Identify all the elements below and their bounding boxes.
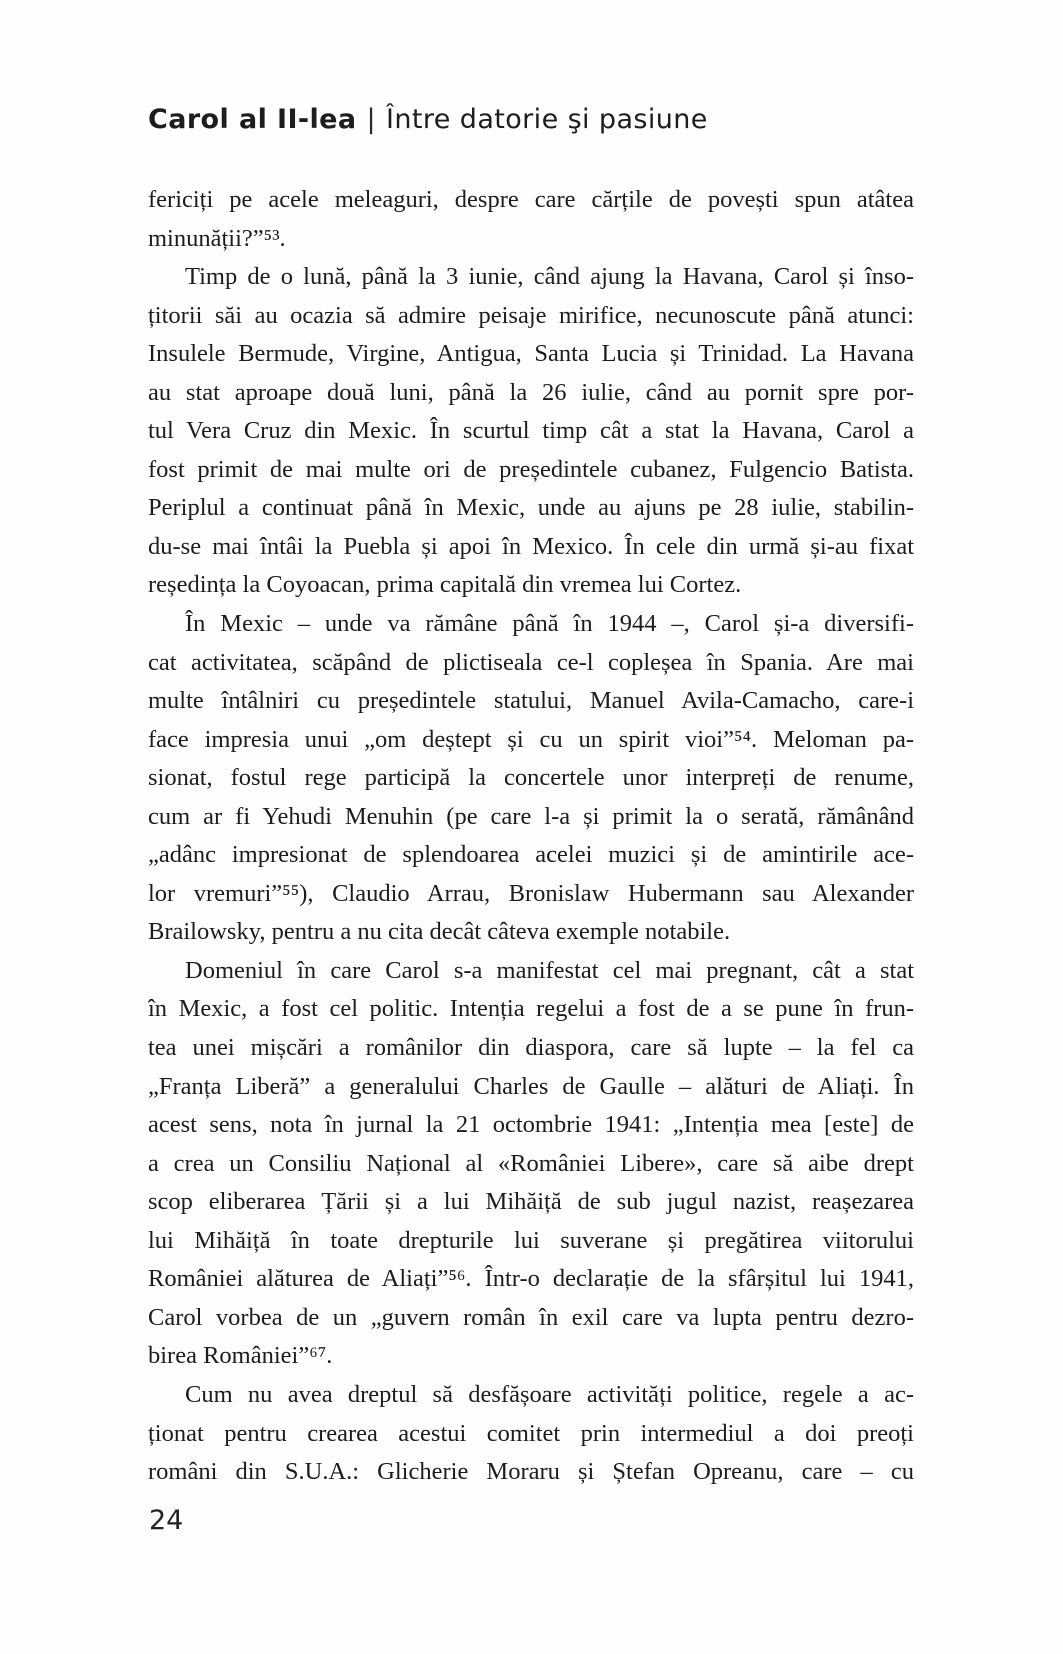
header-title-regular: Între datorie şi pasiune (386, 104, 708, 135)
text-line: „adânc impresionat de splendoarea acelei muzici și de amintirile ace- (148, 841, 914, 869)
text-line: români din S.U.A.: Glicherie Moraru și Ștefan Opreanu, care – cu (148, 1458, 914, 1486)
text-line: lor vremuri”⁵⁵), Claudio Arrau, Bronislaw Hubermann sau Alexander (148, 879, 914, 907)
text-line: Insulele Bermude, Virgine, Antigua, Santa Lucia și Trinidad. La Havana (148, 340, 914, 368)
text-line: „Franța Liberă” a generalului Charles de Gaulle – alături de Aliați. În (148, 1072, 914, 1100)
text-line: tea unei mișcări a românilor din diaspora, care să lupte – la fel ca (148, 1034, 914, 1062)
text-line: Cum nu avea dreptul să desfășoare activități politice, regele a ac- (185, 1380, 914, 1408)
page-number: 24 (149, 1505, 184, 1536)
text-line: sionat, fostul rege participă la concertele unor interpreți de renume, (148, 764, 914, 792)
text-line: du-se mai întâi la Puebla și apoi în Mexico. În cele din urmă și-au fixat (148, 532, 914, 560)
text-line: României alăturea de Aliați”⁵⁶. Într-o declarație de la sfârșitul lui 1941, (148, 1265, 914, 1293)
text-line: acest sens, nota în jurnal la 21 octombrie 1941: „Intenția mea [este] de (148, 1111, 914, 1139)
text-line: tul Vera Cruz din Mexic. În scurtul timp cât a stat la Havana, Carol a (148, 417, 914, 445)
text-line: în Mexic, a fost cel politic. Intenția regelui a fost de a se pune în frun- (148, 995, 914, 1023)
text-line: a crea un Consiliu Național al «României Libere», care să aibe drept (148, 1149, 914, 1177)
text-line: birea României”⁶⁷. (148, 1342, 333, 1370)
text-line: Brailowsky, pentru a nu cita decât câteva exemple notabile. (148, 918, 731, 946)
text-line: cum ar fi Yehudi Menuhin (pe care l-a și primit la o serată, rămânând (148, 802, 914, 830)
text-line: au stat aproape două luni, până la 26 iulie, când au pornit spre por- (148, 378, 914, 406)
text-line: În Mexic – unde va rămâne până în 1944 –, Carol și-a diversifi- (185, 610, 914, 638)
text-line: reședința la Coyoacan, prima capitală din vremea lui Cortez. (148, 571, 742, 599)
text-line: multe întâlniri cu președintele statului, Manuel Avila-Camacho, care-i (148, 687, 914, 715)
header-title-bold: Carol al II-lea (148, 104, 357, 135)
header-separator: | (366, 104, 377, 135)
page-body (148, 181, 914, 1492)
text-line: fericiți pe acele meleaguri, despre care cărțile de povești spun atâtea (148, 186, 914, 213)
text-line: Domeniul în care Carol s-a manifestat cel mai pregnant, cât a stat (185, 956, 914, 984)
text-line: lui Mihăiță în toate drepturile lui suverane și pregătirea viitorului (148, 1226, 914, 1254)
text-line: scop eliberarea Țării și a lui Mihăiță de sub jugul nazist, reașezarea (148, 1188, 914, 1216)
text-line: minunății?”⁵³. (148, 224, 286, 252)
text-line: Carol vorbea de un „guvern român în exil care va lupta pentru dezro- (148, 1303, 914, 1331)
text-line: Timp de o lună, până la 3 iunie, când ajung la Havana, Carol și înso- (185, 263, 914, 291)
text-line: ționat pentru crearea acestui comitet prin intermediul a doi preoți (148, 1419, 914, 1447)
text-line: fost primit de mai multe ori de președintele cubanez, Fulgencio Batista. (148, 455, 914, 483)
text-line: face impresia unui „om deștept și cu un spirit vioi”⁵⁴. Meloman pa- (148, 725, 914, 753)
text-line: Periplul a continuat până în Mexic, unde au ajuns pe 28 iulie, stabilin- (148, 494, 914, 522)
text-line: cat activitatea, scăpând de plictiseala ce-l copleșea în Spania. Are mai (148, 648, 914, 676)
text-line: țitorii săi au ocazia să admire peisaje mirifice, necunoscute până atunci: (148, 301, 914, 329)
running-header (148, 102, 918, 138)
